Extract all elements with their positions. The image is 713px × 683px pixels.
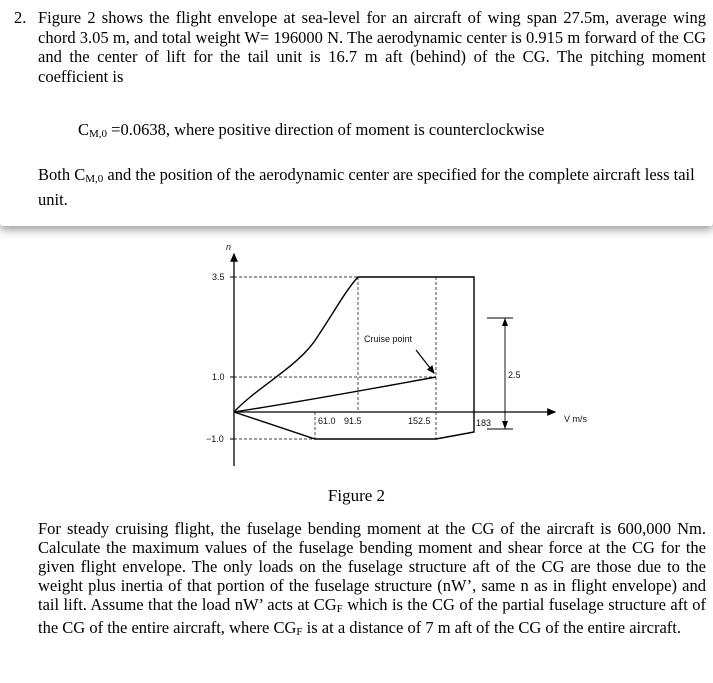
envelope-outline bbox=[234, 277, 474, 439]
label-2-5: 2.5 bbox=[508, 370, 521, 380]
formula-symbol: C bbox=[78, 120, 90, 139]
cruise-point-label: Cruise point bbox=[364, 334, 413, 344]
label-152: 152.5 bbox=[408, 416, 431, 426]
v-axis-label: V m/s bbox=[564, 414, 588, 424]
cruise-pointer bbox=[416, 350, 434, 373]
dimension-arrow-down bbox=[502, 421, 508, 429]
both-pre: Both C bbox=[38, 165, 86, 184]
flight-envelope-figure bbox=[0, 226, 713, 516]
figure-caption: Figure 2 bbox=[327, 486, 386, 505]
question-paragraph bbox=[38, 520, 706, 641]
problem-card bbox=[0, 0, 713, 226]
cg-subscript-2: F bbox=[296, 625, 303, 638]
problem-intro: Figure 2 shows the flight envelope at sea-level for an aircraft of wing span 27.5m, average wing chord 3.05 m, and total weight W= 196000 N. The aerodynamic center is 0.915 m forward of the CG and the center of lift for the tail unit is 16.7 m aft (behind) of the CG. The pitching moment coefficient is bbox=[38, 8, 706, 86]
formula-rest: =0.0638, where positive direction of moment is counterclockwise bbox=[107, 120, 545, 139]
question-text-3: is at a distance of 7 m aft of the CG of the entire aircraft. bbox=[302, 617, 681, 637]
n-axis-label: n bbox=[226, 242, 232, 252]
both-post: and the position of the aerodynamic center are specified for the complete aircraft less tail unit. bbox=[38, 165, 695, 209]
problem-number: 2. bbox=[14, 8, 27, 27]
both-subscript: M,0 bbox=[85, 173, 104, 185]
cruise-line bbox=[234, 377, 436, 412]
label-61: 61.0 bbox=[318, 416, 336, 426]
tick-3-5: 3.5 bbox=[212, 272, 225, 282]
label-91: 91.5 bbox=[344, 416, 362, 426]
reference-dashes bbox=[234, 277, 436, 439]
question-text: For steady cruising flight, the fuselage bending moment at the CG of the aircraft is 600,000 Nm. Calculate the maximum values of the fuselage bending moment and shear force at the CG for the given flight envelope. The only loads on the fuselage structure aft of the CG are those due to the weight plus inertia of that portion of the fuselage structure (nW’, same n as in flight envelope) and tail lift. Assume that the load nW’ acts at CG bbox=[38, 519, 706, 614]
dimension-arrow-up bbox=[502, 318, 508, 326]
tick-1-0: 1.0 bbox=[212, 372, 225, 382]
cg-subscript: F bbox=[336, 602, 343, 615]
question-text-2: which is the CG of the partial fuselage structure aft of the CG of the entire aircraft, where CG bbox=[38, 594, 706, 637]
label-183: 183 bbox=[476, 418, 492, 428]
flight-envelope-diagram bbox=[0, 226, 713, 516]
tick-minus-1-0: −1.0 bbox=[206, 434, 224, 444]
both-statement bbox=[38, 165, 698, 209]
pitching-moment-formula bbox=[78, 120, 544, 144]
formula-subscript: M,0 bbox=[89, 128, 108, 140]
